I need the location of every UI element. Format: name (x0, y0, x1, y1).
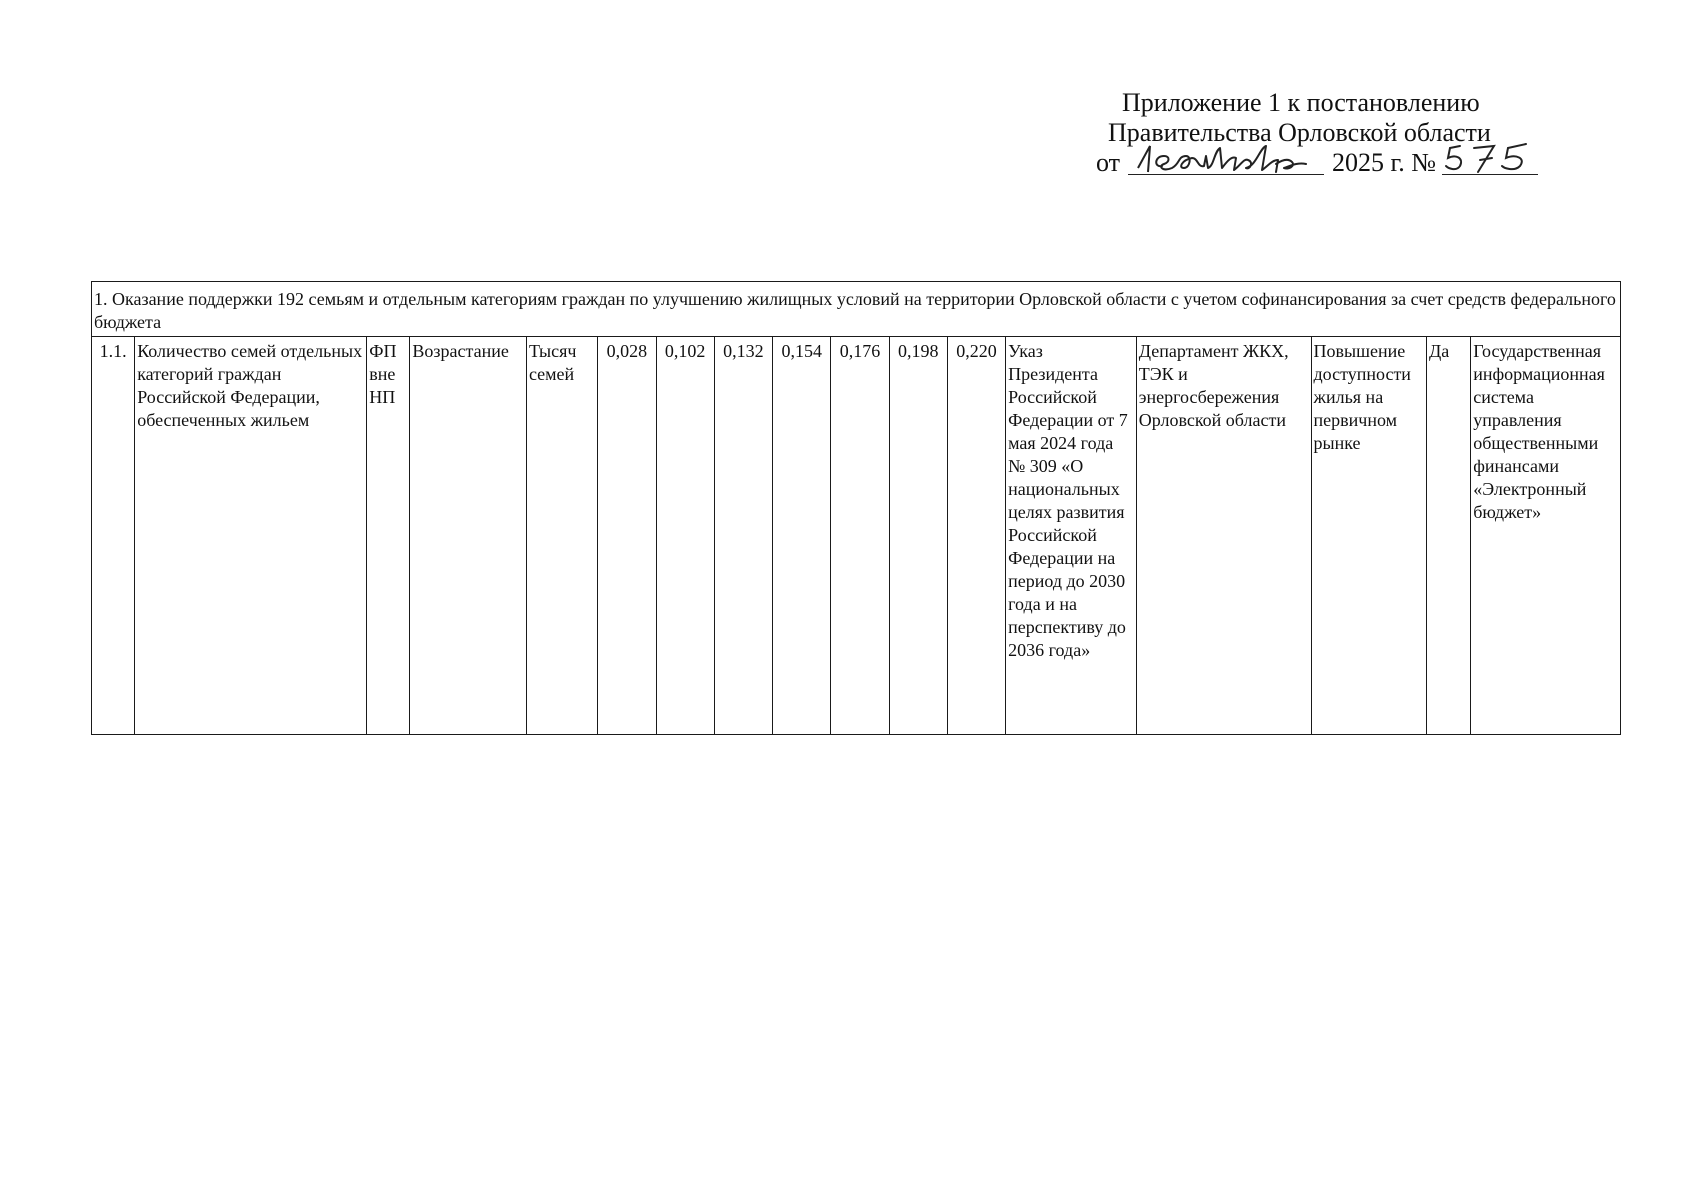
value-cell: 0,132 (714, 337, 772, 735)
responsible-body: Департамент ЖКХ, ТЭК и энергосбережения Орловской области (1136, 337, 1311, 735)
value-cell: 0,220 (947, 337, 1005, 735)
appendix-title: Приложение 1 к постановлению (1122, 88, 1480, 117)
indicators-table-container (91, 281, 1621, 735)
indicator-type: ФП вне НП (367, 337, 410, 735)
value-cell: 0,102 (656, 337, 714, 735)
handwritten-date (1128, 148, 1324, 178)
government-title: Правительства Орловской области (1108, 118, 1491, 147)
linked-goal: Повышение доступности жилья на первичном рынке (1311, 337, 1427, 735)
year-and-number-label: 2025 г. № (1332, 148, 1437, 177)
unit-of-measure: Тысяч семей (526, 337, 597, 735)
resolution-date-line (1096, 148, 1566, 178)
section-caption: 1. Оказание поддержки 192 семьям и отдельным категориям граждан по улучшению жилищных условий на территории Орловской области с учетом софинансирования за счет средств федерального бюджета (92, 282, 1621, 337)
value-cell: 0,154 (773, 337, 831, 735)
information-system: Государственная информационная система управления общественными финансами «Электронный бюджет» (1471, 337, 1621, 735)
document-header (1096, 88, 1566, 178)
basis-document: Указ Президента Российской Федерации от 7 мая 2024 года № 309 «О национальных целях развития Российской Федерации на период до 2030 года и на перспективу до 2036 года» (1006, 337, 1137, 735)
handwritten-date-scribble (1128, 138, 1324, 178)
value-cell: 0,176 (831, 337, 889, 735)
from-label: от (1096, 148, 1121, 177)
row-number: 1.1. (92, 337, 135, 735)
caption-row (92, 282, 1621, 337)
indicators-table (91, 281, 1621, 735)
handwritten-number-scribble (1442, 138, 1538, 178)
flag-cell: Да (1427, 337, 1471, 735)
trend-direction: Возрастание (410, 337, 527, 735)
indicator-name: Количество семей отдельных категорий граждан Российской Федерации, обеспеченных жильем (135, 337, 367, 735)
handwritten-number (1442, 148, 1538, 178)
value-cell: 0,198 (889, 337, 947, 735)
table-row (92, 337, 1621, 735)
value-cell: 0,028 (598, 337, 656, 735)
